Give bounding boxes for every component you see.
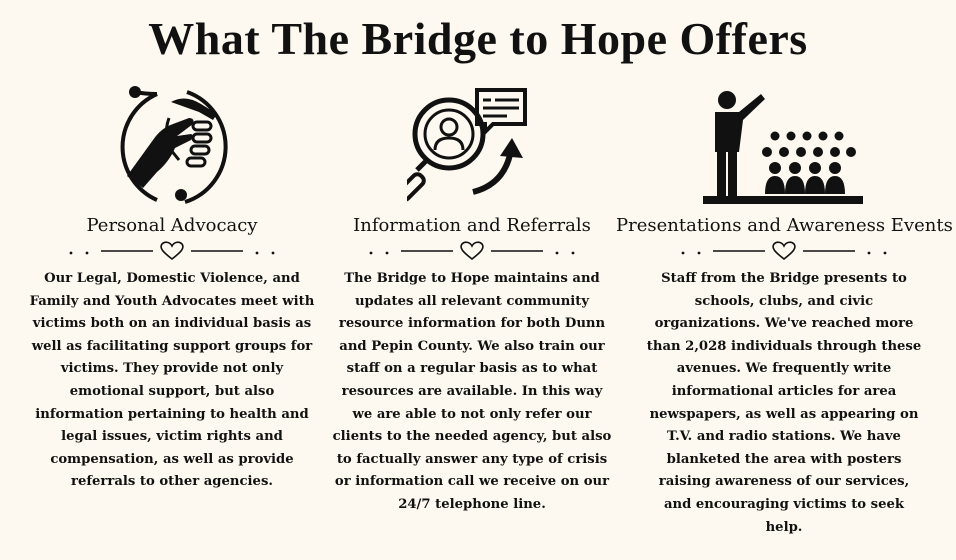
heart-divider <box>367 240 577 262</box>
section-information-referrals <box>326 78 618 517</box>
heart-icon <box>161 242 183 259</box>
heart-divider <box>679 240 889 262</box>
section-presentations-awareness <box>616 78 952 539</box>
section-heading: Presentations and Awareness Events <box>616 215 953 236</box>
section-heading: Information and Referrals <box>353 215 591 236</box>
heart-icon <box>461 242 483 259</box>
presentation-audience-icon <box>699 88 869 208</box>
magnifier-person-icon <box>407 84 537 208</box>
heart-icon <box>773 242 795 259</box>
section-body: Our Legal, Domestic Violence, and Family and Youth Advocates meet with victims both on an individual basis as well as facilitating support groups for victims. They provide not only emotional support, but also information pertaining to health and legal issues, victim rights and compensation, as well as provide referrals to other agencies. <box>29 271 315 490</box>
section-body: The Bridge to Hope maintains and updates all relevant community resource information for both Dunn and Pepin County. We also train our staff on a regular basis as to what resources are available. In this way we are able to not only refer our clients to the needed agency, but also to factually answer any type of crisis or information call we receive on our 24/7 telephone line. <box>332 271 612 512</box>
page-title: What The Bridge to Hope Offers <box>148 13 808 64</box>
helping-hands-icon <box>105 78 239 208</box>
section-heading: Personal Advocacy <box>86 215 258 236</box>
section-body: Staff from the Bridge presents to schools, clubs, and civic organizations. We've reached more than 2,028 individuals through these avenues. We frequently write informational articles for area newspapers, as well as appearing on T.V. and radio stations. We have blanketed the area with posters raising awareness of our services, and encouraging victims to seek help. <box>646 271 922 535</box>
section-personal-advocacy <box>20 78 324 494</box>
heart-divider <box>67 240 277 262</box>
